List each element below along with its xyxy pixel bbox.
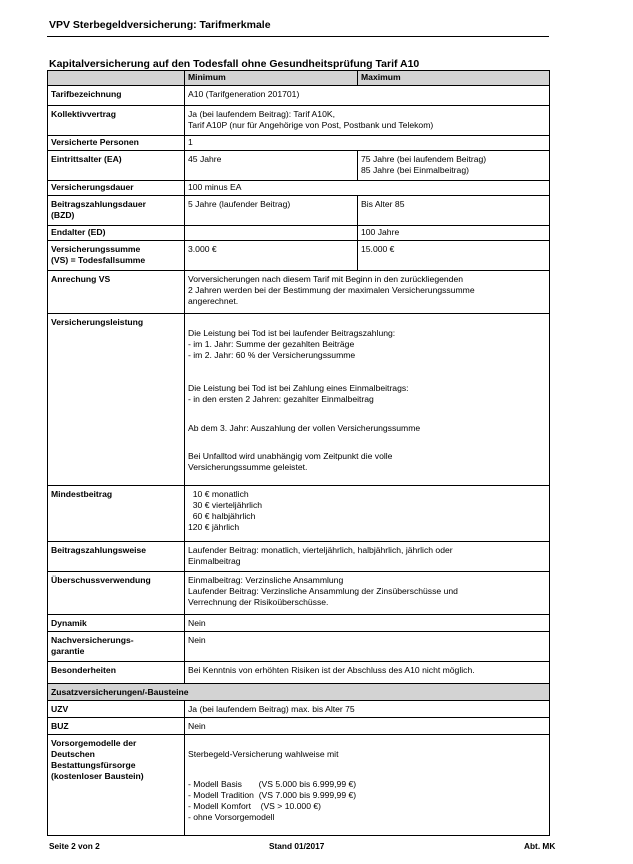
header-rule bbox=[47, 36, 549, 37]
min-versicherungssumme: 3.000 € bbox=[185, 241, 358, 271]
max-eintrittsalter: 75 Jahre (bei laufendem Beitrag) 85 Jahre (bei Einmalbeitrag) bbox=[358, 151, 550, 181]
value-versicherungsdauer: 100 minus EA bbox=[185, 181, 550, 196]
row-endalter bbox=[48, 226, 550, 241]
row-dynamik bbox=[48, 615, 550, 632]
label-buz: BUZ bbox=[48, 718, 185, 735]
value-versicherte-personen: 1 bbox=[185, 136, 550, 151]
row-beitragszahlungsdauer bbox=[48, 196, 550, 226]
row-versicherungsdauer bbox=[48, 181, 550, 196]
value-dynamik: Nein bbox=[185, 615, 550, 632]
row-besonderheiten bbox=[48, 662, 550, 684]
value-ueberschussverwendung: Einmalbeitrag: Verzinsliche Ansammlung Laufender Beitrag: Verzinsliche Ansammlung der Zinsüberschüsse und Verrechnung der Risikoüberschüsse. bbox=[185, 572, 550, 615]
min-beitragszahlungsdauer: 5 Jahre (laufender Beitrag) bbox=[185, 196, 358, 226]
value-anrechnung: Vorversicherungen nach diesem Tarif mit Beginn in den zurückliegenden 2 Jahren werden bei der Bestimmung der maximalen Versicherungssumme angerechnet. bbox=[185, 271, 550, 314]
row-vorsorgemodelle bbox=[48, 735, 550, 836]
label-beitragszahlungsdauer: Beitragszahlungsdauer (BZD) bbox=[48, 196, 185, 226]
row-mindestbeitrag bbox=[48, 486, 550, 542]
value-uzv: Ja (bei laufendem Beitrag) max. bis Alter 75 bbox=[185, 701, 550, 718]
label-kollektivvertrag: Kollektivvertrag bbox=[48, 106, 185, 136]
header-minimum: Minimum bbox=[185, 71, 358, 86]
value-kollektivvertrag: Ja (bei laufendem Beitrag): Tarif A10K, Tarif A10P (nur für Angehörige von Post, Postbank und Telekom) bbox=[185, 106, 550, 136]
footer-department: Abt. MK bbox=[524, 841, 556, 851]
label-beitragszahlungsweise: Beitragszahlungsweise bbox=[48, 542, 185, 572]
row-eintrittsalter bbox=[48, 151, 550, 181]
section-zusatzversicherungen: Zusatzversicherungen/-Bausteine bbox=[48, 684, 550, 701]
min-endalter bbox=[185, 226, 358, 241]
row-beitragszahlungsweise bbox=[48, 542, 550, 572]
row-kollektivvertrag bbox=[48, 106, 550, 136]
row-versicherungsleistung bbox=[48, 314, 550, 486]
leistung-paragraph-1: Die Leistung bei Tod ist bei laufender Beitragszahlung: - im 1. Jahr: Summe der gezahlten Beiträge - im 2. Jahr: 60 % der Versicherungssumme bbox=[188, 328, 396, 360]
leistung-paragraph-3: Ab dem 3. Jahr: Auszahlung der vollen Versicherungssumme bbox=[188, 423, 421, 433]
value-versicherungsleistung bbox=[185, 314, 550, 486]
document-header: VPV Sterbegeldversicherung: Tarifmerkmale bbox=[49, 19, 271, 31]
label-versicherungsdauer: Versicherungsdauer bbox=[48, 181, 185, 196]
max-beitragszahlungsdauer: Bis Alter 85 bbox=[358, 196, 550, 226]
value-besonderheiten: Bei Kenntnis von erhöhten Risiken ist der Abschluss des A10 nicht möglich. bbox=[185, 662, 550, 684]
value-tarifbezeichnung: A10 (Tarifgeneration 201701) bbox=[185, 86, 550, 106]
label-besonderheiten: Besonderheiten bbox=[48, 662, 185, 684]
label-mindestbeitrag: Mindestbeitrag bbox=[48, 486, 185, 542]
label-eintrittsalter: Eintrittsalter (EA) bbox=[48, 151, 185, 181]
leistung-paragraph-2: Die Leistung bei Tod ist bei Zahlung eines Einmalbeitrags: - in den ersten 2 Jahren: gezahlter Einmalbeitrag bbox=[188, 383, 409, 404]
row-zusatzversicherungen bbox=[48, 684, 550, 701]
row-versicherte-personen bbox=[48, 136, 550, 151]
row-versicherungssumme bbox=[48, 241, 550, 271]
header-empty-cell bbox=[48, 71, 185, 86]
leistung-paragraph-4: Bei Unfalltod wird unabhängig vom Zeitpunkt die volle Versicherungssumme geleistet. bbox=[188, 451, 393, 472]
row-uzv bbox=[48, 701, 550, 718]
label-versicherungsleistung: Versicherungsleistung bbox=[48, 314, 185, 486]
label-endalter: Endalter (ED) bbox=[48, 226, 185, 241]
section-title: Kapitalversicherung auf den Todesfall ohne Gesundheitsprüfung Tarif A10 bbox=[49, 58, 420, 70]
vorsorge-intro: Sterbegeld-Versicherung wahlweise mit bbox=[188, 749, 339, 759]
value-beitragszahlungsweise: Laufender Beitrag: monatlich, vierteljährlich, halbjährlich, jährlich oder Einmalbeitrag bbox=[185, 542, 550, 572]
label-ueberschussverwendung: Überschussverwendung bbox=[48, 572, 185, 615]
footer-stand: Stand 01/2017 bbox=[269, 841, 325, 851]
value-mindestbeitrag: 10 € monatlich 30 € vierteljährlich 60 € halbjährlich 120 € jährlich bbox=[185, 486, 550, 542]
label-versicherungssumme: Versicherungssumme (VS) = Todesfallsumme bbox=[48, 241, 185, 271]
label-uzv: UZV bbox=[48, 701, 185, 718]
value-nachversicherungsgarantie: Nein bbox=[185, 632, 550, 662]
max-endalter: 100 Jahre bbox=[358, 226, 550, 241]
value-vorsorgemodelle bbox=[185, 735, 550, 836]
tariff-table bbox=[47, 70, 550, 836]
row-nachversicherungsgarantie bbox=[48, 632, 550, 662]
table-header-row bbox=[48, 71, 550, 86]
label-vorsorgemodelle: Vorsorgemodelle der Deutschen Bestattungsfürsorge (kostenloser Baustein) bbox=[48, 735, 185, 836]
footer-page-number: Seite 2 von 2 bbox=[49, 841, 100, 851]
row-tarifbezeichnung bbox=[48, 86, 550, 106]
header-maximum: Maximum bbox=[358, 71, 550, 86]
label-versicherte-personen: Versicherte Personen bbox=[48, 136, 185, 151]
value-buz: Nein bbox=[185, 718, 550, 735]
label-nachversicherungsgarantie: Nachversicherungs- garantie bbox=[48, 632, 185, 662]
row-ueberschussverwendung bbox=[48, 572, 550, 615]
label-anrechnung: Anrechung VS bbox=[48, 271, 185, 314]
vorsorge-model-list: - Modell Basis (VS 5.000 bis 6.999,99 €) - Modell Tradition (VS 7.000 bis 9.999,99 €) - Modell Komfort (VS > 10.000 €) - ohne Vorsorgemodell bbox=[188, 779, 357, 822]
max-versicherungssumme: 15.000 € bbox=[358, 241, 550, 271]
label-tarifbezeichnung: Tarifbezeichnung bbox=[48, 86, 185, 106]
row-buz bbox=[48, 718, 550, 735]
min-eintrittsalter: 45 Jahre bbox=[185, 151, 358, 181]
row-anrechnung bbox=[48, 271, 550, 314]
label-dynamik: Dynamik bbox=[48, 615, 185, 632]
